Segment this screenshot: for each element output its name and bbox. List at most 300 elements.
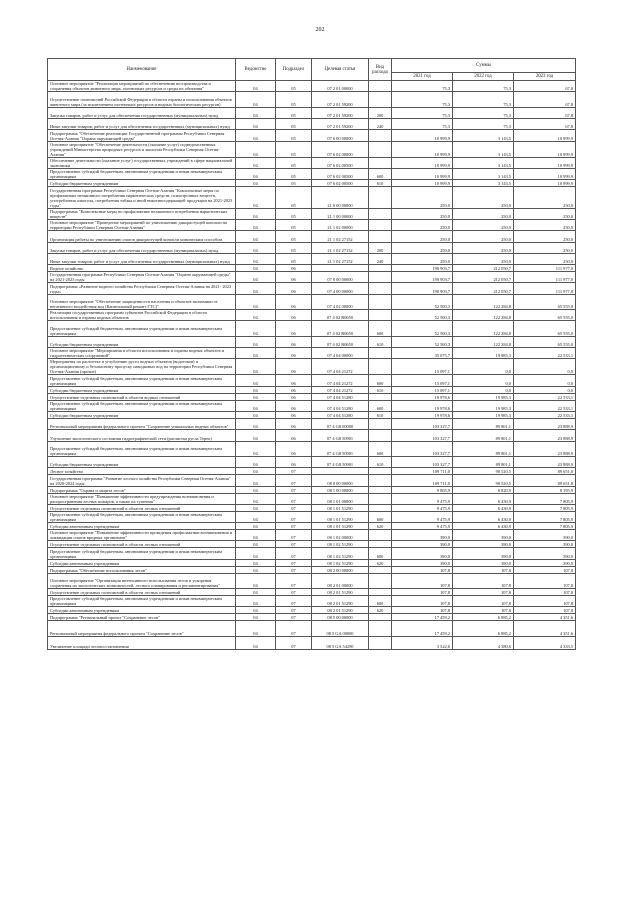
row-expense: 600 [369,548,392,559]
budget-table [47,58,576,650]
row-name: Предоставление субсидий бюджетным, автономным учреждениям и иным некоммерческим организациям [48,596,236,607]
row-sum-2021: 107,8 [392,573,453,588]
row-sum-2023: 111 977,0 [514,265,576,272]
row-sum-2022: 19 985,3 [453,412,514,419]
row-sum-2021: 17 459,2 [392,621,453,636]
row-ministry: 04 [236,486,276,493]
row-ministry: 04 [236,81,276,92]
row-sum-2022: 390,0 [453,559,514,566]
table-row [48,457,576,468]
row-expense [369,573,392,588]
row-sum-2021: 9 475,9 [392,523,453,530]
row-name: Субсидии бюджетным учреждениям [48,180,236,187]
table-row [48,294,576,309]
table-row [48,107,576,118]
row-name: Основное мероприятие "Организация интенсивного использования лесов и ускорения сохранения их экологических возможностей, лесного планирования и регламентирования" [48,573,236,588]
row-expense [369,272,392,283]
row-sum-2021: 35 075,7 [392,348,453,359]
row-ministry: 04 [236,393,276,400]
row-sum-2022: 19 985,3 [453,393,514,400]
row-ministry: 04 [236,294,276,309]
row-section: 06 [276,400,312,411]
row-sum-2023: 7 805,9 [514,504,576,511]
row-section: 07 [276,607,312,614]
table-row [48,548,576,559]
row-target: 08 2 00 00000 [312,566,369,573]
row-section: 07 [276,523,312,530]
row-sum-2022: 3 143,5 [453,141,514,157]
row-expense: 240 [369,253,392,264]
row-sum-2022: 250,0 [453,231,514,242]
row-target: 07 4 00 00000 [312,283,369,294]
row-expense: 600 [369,511,392,522]
row-sum-2021: 9 475,9 [392,511,453,522]
table-row [48,359,576,375]
row-sum-2022: 250,0 [453,208,514,219]
row-sum-2021: 9 475,9 [392,493,453,504]
row-ministry: 04 [236,92,276,107]
row-ministry: 04 [236,141,276,157]
row-section: 05 [276,208,312,219]
row-ministry: 04 [236,168,276,179]
row-sum-2022: 6 430,9 [453,493,514,504]
row-sum-2021: 19 978,6 [392,412,453,419]
row-sum-2021: 250,0 [392,242,453,253]
row-sum-2022: 89 801,1 [453,441,514,456]
row-section: 07 [276,548,312,559]
row-section: 06 [276,386,312,393]
table-row [48,486,576,493]
row-ministry: 04 [236,621,276,636]
row-ministry: 04 [236,321,276,336]
row-sum-2023: 250,0 [514,219,576,230]
row-expense: 600 [369,375,392,386]
row-section: 05 [276,107,312,118]
row-name: Осуществление отдельных полномочий в области лесных отношений [48,504,236,511]
row-name: Основное мероприятие "Повышение эффективности проведения профилактики возникновения и ликвидации очагов вредных организмов" [48,530,236,541]
row-name: Подпрограмма "Региональный проект "Сохранение лесов" [48,614,236,621]
row-sum-2023: 7 805,9 [514,511,576,522]
row-sum-2022: 122 284,8 [453,336,514,347]
row-sum-2022: 6 885,2 [453,621,514,636]
header-year-2021: 2021 год [392,73,453,81]
row-sum-2021: 107,8 [392,589,453,596]
table-row [48,530,576,541]
header-year-2023: 2023 год [514,73,576,81]
row-section: 06 [276,321,312,336]
row-sum-2023: 0,0 [514,359,576,375]
row-section: 07 [276,621,312,636]
row-target: 07 4 02 00000 [312,294,369,309]
row-target: 07 4 G8 50901 [312,457,369,468]
row-sum-2023: 10 999,9 [514,180,576,187]
row-expense: 620 [369,559,392,566]
row-section: 05 [276,157,312,168]
row-section: 07 [276,504,312,511]
row-section: 06 [276,272,312,283]
table-row [48,219,576,230]
row-sum-2022: 3 143,5 [453,180,514,187]
row-ministry: 04 [236,441,276,456]
row-section: 06 [276,441,312,456]
row-ministry: 04 [236,614,276,621]
row-sum-2023: 111 977,0 [514,283,576,294]
row-target: 07 2 01 59200 [312,92,369,107]
table-row [48,412,576,419]
row-section: 07 [276,636,312,649]
row-expense [369,141,392,157]
row-name: Осуществление полномочий Российской Федерации в области охраны и использования объектов животного мира (за исключением охотничьих ресурсов и водных биологических ресурсов) [48,92,236,107]
row-section: 06 [276,419,312,430]
row-expense [369,486,392,493]
row-name: Предоставление субсидий бюджетным, автономным учреждениям и иным некоммерческим организациям [48,168,236,179]
row-sum-2023: 65 555,0 [514,321,576,336]
row-name: Основное мероприятие "Проведение мероприятий по уничтожению дикорастущей конопли на территории Республики Северная Осетия-Алания" [48,219,236,230]
table-row [48,511,576,522]
row-target: 08 2 01 51290 [312,596,369,607]
header-expense: Вид расхода [369,59,392,81]
table-row [48,523,576,530]
row-sum-2021: 190 903,7 [392,272,453,283]
row-ministry: 04 [236,242,276,253]
row-name: Основное мероприятие "Обеспечение защищенности населения и объектов экономики от негативного воздействия вод (Капитальный ремонт ГТС)" [48,294,236,309]
row-section: 07 [276,589,312,596]
table-row [48,208,576,219]
row-sum-2023: 111 977,0 [514,272,576,283]
row-sum-2022: 107,8 [453,566,514,573]
row-target: 21 1 02 27152 [312,231,369,242]
row-expense [369,283,392,294]
row-expense [369,92,392,107]
row-section: 06 [276,359,312,375]
row-section: 05 [276,92,312,107]
row-target: 21 1 02 27152 [312,253,369,264]
row-expense [369,393,392,400]
row-section: 07 [276,493,312,504]
row-target [312,265,369,272]
row-target: 07 4 G8 00000 [312,419,369,430]
row-expense: 610 [369,457,392,468]
row-name: Субсидии бюджетным учреждениям [48,386,236,393]
row-target: 21 1 02 27152 [312,242,369,253]
row-target: 07 4 04 51280 [312,400,369,411]
row-section: 07 [276,475,312,486]
row-target: 07 4 02 R0650 [312,310,369,321]
row-sum-2023: 7 805,9 [514,523,576,530]
row-expense: 620 [369,523,392,530]
row-expense: 620 [369,607,392,614]
row-section: 05 [276,253,312,264]
row-sum-2021: 109 711,0 [392,475,453,486]
row-target: 07 4 02 R0650 [312,336,369,347]
row-sum-2022: 390,0 [453,530,514,541]
row-expense [369,130,392,141]
row-name: Субсидии бюджетным учреждениям [48,336,236,347]
row-section: 07 [276,596,312,607]
table-row [48,419,576,430]
row-sum-2022: 6 820,9 [453,486,514,493]
row-sum-2022: 75,3 [453,92,514,107]
row-ministry: 04 [236,430,276,441]
row-expense [369,475,392,486]
table-row [48,566,576,573]
row-sum-2021: 15 097,1 [392,375,453,386]
row-name: Осуществление отдельных полномочий в области лесных отношений [48,541,236,548]
table-row [48,468,576,475]
row-ministry: 04 [236,412,276,419]
row-sum-2021: 19 978,6 [392,400,453,411]
table-row [48,636,576,649]
row-sum-2023: 250,0 [514,253,576,264]
row-target: 07 4 02 R0650 [312,321,369,336]
row-sum-2023: 107,8 [514,589,576,596]
row-sum-2021: 10 999,9 [392,180,453,187]
row-target: 07 6 02 00000 [312,141,369,157]
row-sum-2023: 23 888,9 [514,430,576,441]
row-section: 07 [276,614,312,621]
row-name: Закупка товаров, работ и услуг для обеспечения государственных (муниципальных) нужд [48,242,236,253]
table-row [48,504,576,511]
row-ministry: 04 [236,336,276,347]
row-ministry: 04 [236,400,276,411]
row-sum-2022: 4 380,6 [453,636,514,649]
row-sum-2022: 122 284,8 [453,321,514,336]
row-target: 08 0 00 00000 [312,475,369,486]
row-expense [369,310,392,321]
row-sum-2022: 107,8 [453,596,514,607]
table-row [48,375,576,386]
row-sum-2022: 3 143,5 [453,130,514,141]
table-row [48,253,576,264]
row-section: 07 [276,486,312,493]
row-sum-2023: 67,8 [514,118,576,129]
header-name: Наименование [48,59,236,81]
row-target: 07 6 02 00500 [312,157,369,168]
row-target: 08 1 02 51290 [312,559,369,566]
row-ministry: 04 [236,419,276,430]
table-row [48,589,576,596]
table-row [48,310,576,321]
row-expense: 610 [369,386,392,393]
row-sum-2021: 3 522,6 [392,636,453,649]
row-sum-2023: 22 533,1 [514,400,576,411]
row-sum-2021: 19 978,6 [392,393,453,400]
row-sum-2022: 122 284,8 [453,294,514,309]
row-sum-2023: 107,8 [514,596,576,607]
row-name: Улучшение экологического состояния гидрографической сети (расчистка русла Терек) [48,430,236,441]
row-target: 07 6 02 00500 [312,168,369,179]
row-sum-2022: 250,0 [453,253,514,264]
row-name: Региональный мероприятия федерального проекта "Сохранение уникальных водных объектов" [48,419,236,430]
row-ministry: 04 [236,219,276,230]
row-sum-2023: 10 999,9 [514,168,576,179]
row-expense: 600 [369,321,392,336]
row-sum-2021: 390,0 [392,541,453,548]
table-row [48,265,576,272]
row-sum-2021: 103 327,7 [392,419,453,430]
row-section: 06 [276,265,312,272]
row-expense [369,468,392,475]
row-sum-2022: 89 801,1 [453,430,514,441]
row-target: 08 1 02 51290 [312,541,369,548]
row-sum-2021: 15 097,1 [392,359,453,375]
row-ministry: 04 [236,375,276,386]
row-sum-2022: 89 801,1 [453,457,514,468]
row-sum-2023: 390,0 [514,559,576,566]
row-expense [369,430,392,441]
row-name: Подпрограмма "Обеспечение реализации Государственной программы Республики Северная Осетия-Алания "Охрана окружающей среды" [48,130,236,141]
row-target: 07 4 04 21272 [312,375,369,386]
row-name: Субсидии автономным учреждениям [48,607,236,614]
row-ministry: 04 [236,208,276,219]
row-expense [369,265,392,272]
row-section: 06 [276,430,312,441]
row-name: Предоставление субсидий бюджетным, автономным учреждениям и иным некоммерческим организациям [48,321,236,336]
row-name: Региональный мероприятия федерального проекта "Сохранение лесов" [48,621,236,636]
row-section: 06 [276,283,312,294]
row-sum-2022: 212 050,7 [453,283,514,294]
row-sum-2022: 6 430,9 [453,511,514,522]
row-target: 08 5 00 00000 [312,614,369,621]
row-expense [369,294,392,309]
row-name: Лесное хозяйство [48,468,236,475]
row-sum-2021: 390,0 [392,530,453,541]
row-name: Иные закупки товаров, работ и услуг для обеспечения государственных (муниципальных) нужд [48,118,236,129]
row-ministry: 04 [236,283,276,294]
row-section: 06 [276,294,312,309]
row-sum-2023: 250,0 [514,208,576,219]
row-ministry: 04 [236,253,276,264]
row-sum-2023: 65 555,0 [514,294,576,309]
row-section: 06 [276,348,312,359]
row-section: 06 [276,375,312,386]
row-sum-2021: 190 903,7 [392,265,453,272]
row-section: 05 [276,141,312,157]
row-sum-2021: 250,0 [392,231,453,242]
row-name: Подпрограмма «Развитие водного хозяйства Республики Северная Осетия-Алания на 2021- 2023 годы» [48,283,236,294]
row-sum-2021: 10 999,9 [392,130,453,141]
row-sum-2022: 390,0 [453,548,514,559]
row-sum-2022: 75,3 [453,118,514,129]
row-sum-2023: 250,0 [514,187,576,209]
row-name: Основное мероприятие "Реализация мероприятий по обеспечению воспроизводства и сохранения объектов животного мира, охотничьих ресурсов и среды их обитания" [48,81,236,92]
row-section: 07 [276,468,312,475]
row-sum-2022: 212 050,7 [453,272,514,283]
row-ministry: 04 [236,118,276,129]
row-sum-2022: 0,0 [453,359,514,375]
row-name: Закупка товаров, работ и услуг для обеспечения государственных (муниципальных) нужд [48,107,236,118]
row-target: 07 4 G8 50901 [312,430,369,441]
table-row [48,621,576,636]
row-section: 05 [276,180,312,187]
row-section: 05 [276,118,312,129]
row-sum-2023: 23 888,9 [514,419,576,430]
row-sum-2021: 109 711,0 [392,468,453,475]
table-row [48,393,576,400]
table-row [48,283,576,294]
row-sum-2022: 6 430,9 [453,523,514,530]
table-row [48,130,576,141]
row-section: 05 [276,219,312,230]
table-row [48,607,576,614]
row-name: Подпрограмма "Охрана и защита лесов" [48,486,236,493]
row-ministry: 04 [236,548,276,559]
row-expense [369,589,392,596]
row-expense: 600 [369,168,392,179]
row-sum-2023: 107,8 [514,573,576,588]
row-ministry: 04 [236,636,276,649]
row-name: Субсидии бюджетным учреждениям [48,412,236,419]
row-expense: 240 [369,118,392,129]
row-sum-2023: 390,0 [514,530,576,541]
row-target: 08 1 01 51290 [312,504,369,511]
row-ministry: 04 [236,187,276,209]
row-target: 08 1 02 51290 [312,548,369,559]
row-sum-2022: 3 143,5 [453,168,514,179]
row-sum-2022: 212 050,7 [453,265,514,272]
row-sum-2022: 19 985,3 [453,348,514,359]
row-section: 07 [276,530,312,541]
row-sum-2023: 89 651,8 [514,475,576,486]
row-section: 07 [276,559,312,566]
row-expense [369,231,392,242]
row-sum-2021: 10 999,9 [392,157,453,168]
row-sum-2022: 122 284,8 [453,310,514,321]
row-name: Субсидии автономным учреждениям [48,559,236,566]
row-section: 07 [276,541,312,548]
row-sum-2021: 52 500,3 [392,336,453,347]
row-ministry: 04 [236,573,276,588]
row-section: 05 [276,231,312,242]
row-section: 06 [276,412,312,419]
row-sum-2021: 75,3 [392,118,453,129]
table-row [48,559,576,566]
row-target: 08 1 00 00000 [312,486,369,493]
table-row [48,596,576,607]
row-target: 08 1 01 51290 [312,511,369,522]
header-sums: Суммы [392,59,576,73]
row-sum-2023: 10 999,9 [514,130,576,141]
row-sum-2021: 103 327,7 [392,430,453,441]
row-target: 07 4 04 21272 [312,359,369,375]
table-row [48,231,576,242]
row-target: 07 0 00 00000 [312,272,369,283]
row-target: 07 6 02 00500 [312,180,369,187]
row-ministry: 04 [236,566,276,573]
row-sum-2021: 75,3 [392,92,453,107]
row-name: Основное мероприятие "Обеспечение деятельности (оказание услуг) подведомственных учреждений Министерства природных ресурсов и экологии Республики Северная Осетия-Алания" [48,141,236,157]
row-target [312,468,369,475]
table-row [48,141,576,157]
row-expense [369,541,392,548]
row-target: 08 1 01 00000 [312,493,369,504]
row-sum-2021: 52 500,3 [392,294,453,309]
header-year-2022: 2022 год [453,73,514,81]
row-sum-2021: 52 500,3 [392,310,453,321]
row-section: 05 [276,242,312,253]
row-sum-2023: 22 533,1 [514,348,576,359]
row-ministry: 04 [236,511,276,522]
row-ministry: 04 [236,596,276,607]
row-sum-2021: 9 865,9 [392,486,453,493]
row-ministry: 04 [236,180,276,187]
row-name: Подпрограмма "Обеспечение использования лесов" [48,566,236,573]
row-sum-2021: 107,8 [392,566,453,573]
table-row [48,493,576,504]
row-sum-2022: 3 143,5 [453,157,514,168]
row-target: 21 0 00 00000 [312,187,369,209]
row-sum-2023: 10 999,9 [514,157,576,168]
